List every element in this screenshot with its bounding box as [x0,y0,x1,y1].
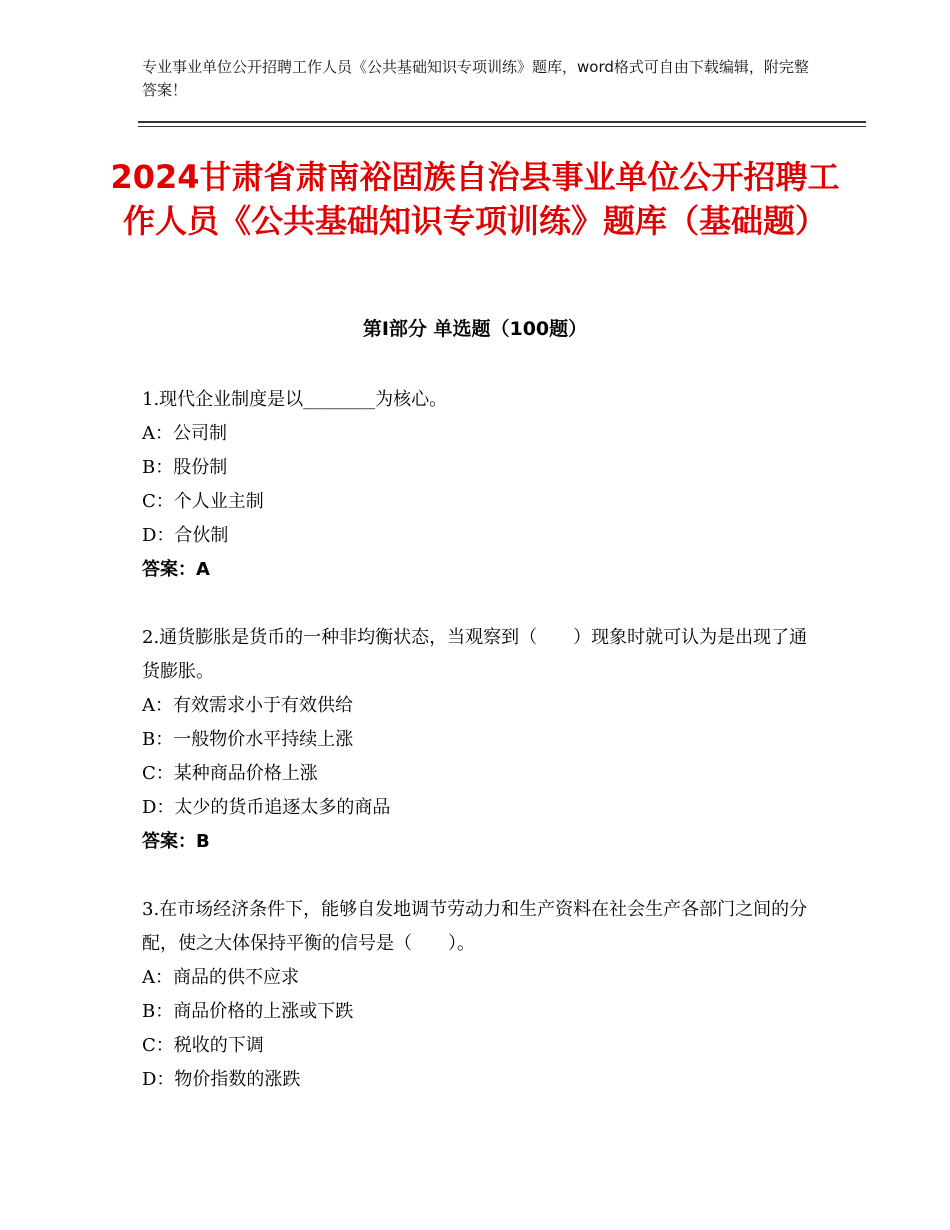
document-title: 2024甘肃省肃南裕固族自治县事业单位公开招聘工作人员《公共基础知识专项训练》题库（基础题） [110,158,840,240]
section-title: 第Ⅰ部分 单选题（100题） [362,318,588,340]
option-d: D：合伙制 [142,525,229,546]
option-a: A：公司制 [142,423,227,444]
question-stem: 3.在市场经济条件下，能够自发地调节劳动力和生产资料在社会生产各部门之间的分配，使之大体保持平衡的信号是（ ）。 [142,899,808,954]
question-stem: 2.通货膨胀是货币的一种非均衡状态，当观察到（ ）现象时就可认为是出现了通货膨胀。 [142,627,808,682]
option-c: C：个人业主制 [142,491,264,512]
question-3 [142,893,812,1097]
question-list [142,383,812,1131]
option-d: D：物价指数的涨跌 [142,1069,301,1090]
question-1 [142,383,812,587]
option-c: C：税收的下调 [142,1035,264,1056]
question-2 [142,621,812,859]
option-b: B：一般物价水平持续上涨 [142,729,354,750]
answer: 答案：B [142,831,210,852]
option-a: A：有效需求小于有效供给 [142,695,353,716]
header-note: 专业事业单位公开招聘工作人员《公共基础知识专项训练》题库，word格式可自由下载编辑，附完整答案！ [142,58,809,99]
header-divider [138,121,866,123]
option-c: C：某种商品价格上涨 [142,763,318,784]
header-divider-thin [138,126,866,127]
option-d: D：太少的货币追逐太多的商品 [142,797,391,818]
option-b: B：商品价格的上涨或下跌 [142,1001,354,1022]
option-b: B：股份制 [142,457,228,478]
question-stem: 1.现代企业制度是以________为核心。 [142,389,448,410]
answer: 答案：A [142,559,210,580]
option-a: A：商品的供不应求 [142,967,299,988]
